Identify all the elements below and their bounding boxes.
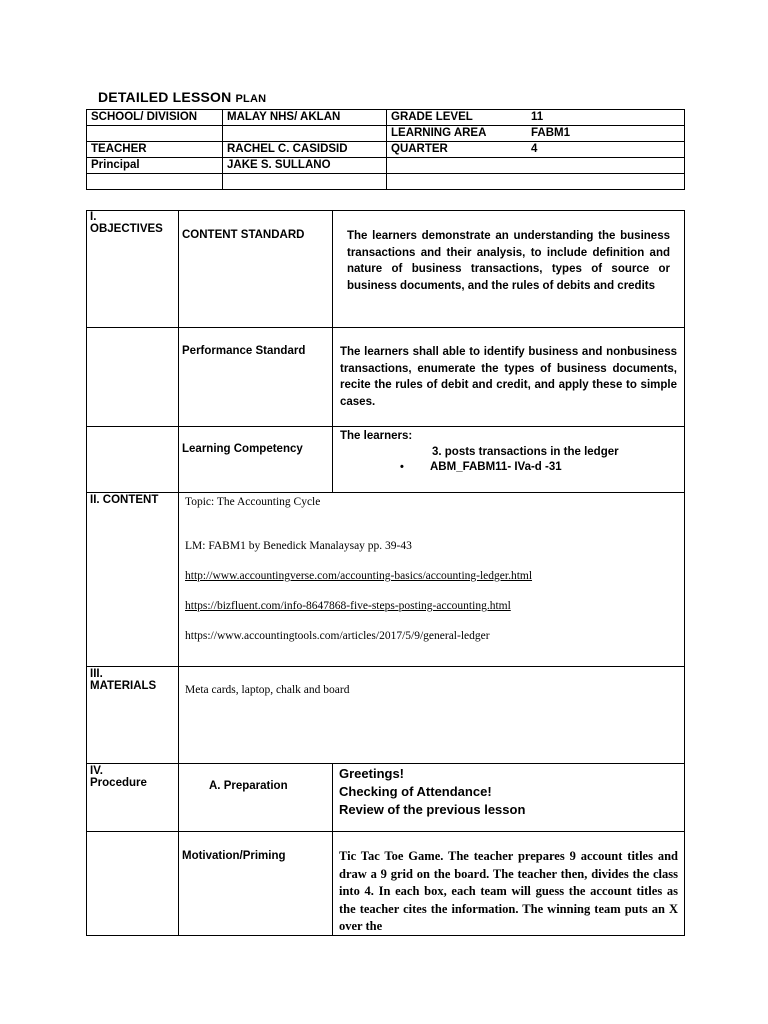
reference-link-2[interactable]: https://bizfluent.com/info-8647868-five-steps-posting-accounting.html [185, 600, 511, 612]
competency-row [87, 427, 685, 493]
empty-cell [87, 126, 223, 142]
lm-text: LM: FABM1 by Benedick Manalaysay pp. 39-43 [185, 540, 412, 552]
school-value: MALAY NHS/ AKLAN [223, 110, 387, 126]
procedure-section-label: IV. Procedure [87, 764, 179, 832]
content-standard-text: The learners demonstrate an understanding the business transactions and their analysis, to include definition and nature of business transactions, types of source or business documents, and the rules of debits and credits [347, 230, 670, 292]
performance-standard-label: Performance Standard [179, 328, 333, 427]
empty-cell [223, 126, 387, 142]
content-standard-cell [333, 211, 685, 328]
header-row [87, 174, 685, 190]
materials-section-label: III. MATERIALS [87, 667, 179, 764]
performance-row [87, 328, 685, 427]
bullet-icon: • [400, 461, 404, 473]
title-small: PLAN [235, 93, 267, 105]
empty-cell [223, 174, 387, 190]
reference-link-1[interactable]: http://www.accountingverse.com/accounting-basics/accounting-ledger.html [185, 570, 533, 582]
materials-cell [179, 667, 685, 764]
quarter-value: 4 [531, 143, 538, 155]
empty-cell [87, 427, 179, 493]
school-label: SCHOOL/ DIVISION [87, 110, 223, 126]
teacher-label: TEACHER [87, 142, 223, 158]
empty-cell [87, 328, 179, 427]
learning-competency-cell [333, 427, 685, 493]
grade-label: GRADE LEVEL [391, 111, 473, 123]
area-value: FABM1 [531, 127, 570, 139]
motivation-text: Tic Tac Toe Game. The teacher prepares 9 account titles and draw a 9 grid on the board. The teacher then, divides the class into 4. In each box, each team will guess the account titles as the teacher cites the information. The winning team puts an X over the [339, 849, 678, 932]
header-row [87, 158, 685, 174]
content-row [87, 493, 685, 667]
principal-value: JAKE S. SULLANO [223, 158, 387, 174]
quarter-cell [387, 142, 685, 158]
principal-label: Principal [87, 158, 223, 174]
lc-item: 3. posts transactions in the ledger [432, 446, 619, 458]
lesson-plan-table [86, 210, 685, 936]
header-row [87, 126, 685, 142]
document-title [98, 89, 266, 105]
preparation-cell [333, 764, 685, 832]
header-row [87, 110, 685, 126]
empty-cell [387, 158, 685, 174]
teacher-value: RACHEL C. CASIDSID [223, 142, 387, 158]
area-label: LEARNING AREA [391, 127, 487, 139]
reference-link-3[interactable]: https://www.accountingtools.com/articles/2017/5/9/general-ledger [185, 630, 490, 642]
grade-cell [387, 110, 685, 126]
preparation-row [87, 764, 685, 832]
area-cell [387, 126, 685, 142]
lc-code-line [340, 461, 677, 473]
lc-intro: The learners: [340, 430, 413, 442]
prep-line-1: Greetings! [339, 766, 405, 781]
empty-cell [387, 174, 685, 190]
motivation-cell [333, 832, 685, 936]
lc-code: ABM_FABM11- IVa-d -31 [430, 461, 562, 473]
materials-row [87, 667, 685, 764]
motivation-row [87, 832, 685, 936]
prep-line-2: Checking of Attendance! [339, 784, 492, 799]
performance-standard-text: The learners shall able to identify business and nonbusiness transactions, enumerate the types of business documents, recite the rules of debit and credit, and apply these to simple cases. [340, 346, 677, 408]
learning-competency-label: Learning Competency [179, 427, 333, 493]
preparation-label: A. Preparation [179, 764, 333, 832]
topic-text: Topic: The Accounting Cycle [185, 496, 321, 508]
quarter-label: QUARTER [391, 143, 448, 155]
empty-cell [87, 174, 223, 190]
prep-line-3: Review of the previous lesson [339, 802, 526, 817]
header-row [87, 142, 685, 158]
content-standard-label: CONTENT STANDARD [179, 211, 333, 328]
grade-value: 11 [531, 111, 544, 123]
header-info-table [86, 109, 685, 190]
content-cell [179, 493, 685, 667]
empty-cell [87, 832, 179, 936]
performance-standard-cell [333, 328, 685, 427]
materials-text: Meta cards, laptop, chalk and board [185, 684, 350, 696]
title-main: DETAILED LESSON [98, 89, 232, 105]
objectives-section-label: I. OBJECTIVES [87, 211, 179, 328]
content-section-label: II. CONTENT [87, 493, 179, 667]
motivation-label: Motivation/Priming [179, 832, 333, 936]
objectives-row [87, 211, 685, 328]
